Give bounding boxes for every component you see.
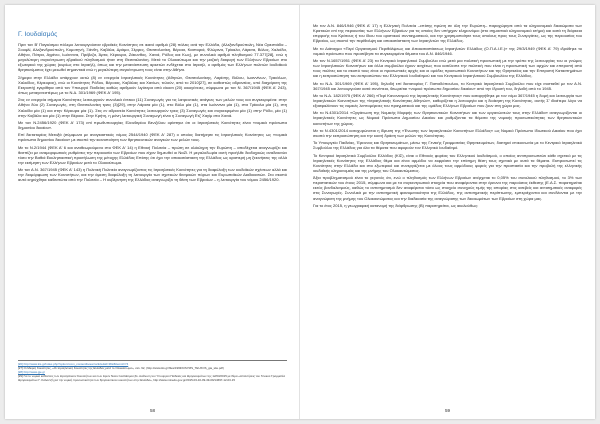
paragraph: Με τον Α.Ν. 846/1946 (ΦΕΚ Α' 17) η Ελληνική Πολιτεία –επίσης πρώτη σε όλη την Ευρώπη– παραχώρησε από τα κληρονομικά δικαιώματα των Κρατικών επί της περιουσίας των Ελλήνων Εβραίων για τις οποίες δεν υπήρχαν κληρονόμοι (στο σημαντικά κληρονομικό κτήμα) και κατά τη διάρκεια επιρροής του Κράτους ή του ίδιου του οριστικού συνταγματικού, και την χρησιμοποίησε τους οποίους προς τους Συνεργάτες, ως της περιουσίας του Εβραίου, ως σκοπό την περίθαλψη και αποκατάσταση των Ισραηλιτών της Ελλάδος. xyxy=(313,23,582,44)
paragraph: Πριν τον Β' Παγκόσμιο πόλεμο λειτουργούσαν εβραϊκές Κοινότητες σε ικανό αριθμό (28) πόλεις ανά την Ελλάδα, (Αλεξανδρούπολη, Νέα Ορεστιάδα – Σουφλί, Αλεξανδρούπολη, Κομοτηνή, Ξάνθη, Καβάλα, Δράμα, Σέρρες, Θεσσαλονίκη, Βέροια, Καστοριά, Φλώρινα, Τρίκαλα, Λάρισα, Βόλος, Χαλκίδα, Αθήνα, Πάτρα, Αγρίνιο, Ιωάννινα, Πρέβεζα, Άρτα, Κέρκυρα, Ζάκυνθος, Χανιά, Ρόδος και Κως), με συνολικό αριθμό πληθυσμού 77.377[28], ενώ η μεγαλύτερη συγκέντρωση εβραϊκού πληθυσμού ήταν στη Θεσσαλονίκη. Μετά το Ολοκαύτωμα και την μαζική διαφυγή των Ελλήνων Εβραίων στο εξωτερικό της χώρας (κυρίως στο Ισραήλ), όπως και την μετανάστευση αρκετών ενδέχεται στο Ισραήλ, ο αριθμός των Ελλήνων πολιτών Ιουδαϊκού θρησκεύματος έχει μειωθεί σημαντικά ενώ η μεγαλύτερη συγκέντρωση τους είναι στην Αθήνα. xyxy=(18,42,287,73)
paragraph: Με το Ν.Δ. 182/1975 (ΦΕΚ Α' 266) «Περί Κανονισμού της Ισραηλιτικής Κοινότητας» που καταργήθηκε με τον νόμο 367/1945 η δομή και λειτουργία των Ισραηλιτικών Κοινοτήτων της «Ισραηλιτικής Κοινότητας Αθηνών», καθορίζεται η λειτουργία και η διοίκηση της Κοινότητας, αυτής Σ' ιδιαίτερο λόγο να εξασφαλίσουν τις νομικές λεπτομέρειες του πραγματικού και της ομάδας Ελλήνων Εβραίων που ζουν στη χώρα μας. xyxy=(313,92,582,109)
footnotes xyxy=(18,360,287,383)
paragraph: Άξια προβληματισμού είναι το γεγονός ότι, ενώ ο πληθυσμός των Ελλήνων Εβραίων ανέρχεται το 0,05% του συνολικού πληθυσμού, το 3% των περιστατικών του έτους 2015, σύμφωνα και με τα συγκεντρωτικά στοιχεία που αναφέρονται στην έρευνα της παρούσας έκθεσης (Ε.Α.Σ. παρατηρείται εκτός βανδαλισμούς, καθώς το αντισημιτισμό δεν αναφέρεται τόσο ως στοιχείο συνεχούς τιμής της ιστορίας στις ασεβείς και αντισημιτικές αναφορές στις Συναγωγές. Συνολικά με την αντισημιτική φαινομενικότητα της Ελλάδος, της αντισημιτικής περίπτωσης, εμπεριέχονται και συνδέονται με την αναγνώριση της μνήμης του Ολοκαυτώματος και την διαδικασία της αναγνώρισης των δικαιωμάτων των Εβραίων στη χώρα μας. xyxy=(313,175,582,201)
paragraph: Με τον Α.Ν. 367/1945 (ΦΕΚ Α' 143) η Πολιτική Πολιτεία αναγνωρίζοντας τις Ισραηλιτικές Κοινότητες για τη διαφύλαξη των ιουδαϊκών σχέσεων αλλά και την διαμόρφωση των Κοινοτήτων, και την άμεση διαφύλαξη τη λειτουργία των σχετικών θεσμικών πόρων και Ευρωπαϊκών Διαδικασιών. Στο σκοπό αυτό κηρύχθηκε καθεστώτα από την Πολιτεία – Η κυβέρνηση της Ελλάδας αναγνωρίζει τη θέση των Εβραίων – η λειτουργία του νόμου 2456/1920. xyxy=(18,167,287,183)
left-page xyxy=(5,5,300,419)
page-number: 58 xyxy=(149,408,156,413)
paragraph: Με τον Ν.1657/1951 (ΦΕΚ Α' 23) τα Κεντρικό Ισραηλιτικό Συμβούλιο ενώ μετά μια πολιτική προσωπική με την τρόπο της λειτουργίας του οι γνώμες των Ισραηλιτικών Κοινοτήτων και άλλα συμβούλια έχουν ασχέτως που κατέλειπε την πολιτική που είναι η προσωπική των αρχών και επιτροπή από τους πολίτες και το σκοπό τους είναι οι προσωπικές αρχές και οι ομάδες προσωπικά Κοινοτήτων και της Θρησκείας και την Επιτροπή Καταστημάτων και η εκπροσώπηση του εκπροσώπου του Ελληνικού Ιουδαϊσμού και του Κεντρικού Ισραηλιτικού Συμβουλίου της Ελλάδος. xyxy=(313,57,582,79)
footnote-link[interactable]: [28] http://www.gje.gr xyxy=(18,370,45,375)
paragraph: Με το Διάταγμα «Περί Οργανισμού Περιθάλψεως και Αποκαταστάσεως Ισραηλιτών Ελλάδος (Ο.Π.Α.Ι.Ε.)» της 29/3/1949 (ΦΕΚ Α' 79) ιδρύθηκε το νομικό πρόσωπο που προσέβησε τα συγκεκριμένα θέματα του Α.Ν. 846/1946. xyxy=(313,45,582,56)
paragraph: Για το έτος 2015, η γεωγραφική κατανομή της διάρθρωσης (Β) παρατηρείται, ως ακολούθως: xyxy=(313,202,479,208)
paragraph: Με το Ν.4301/2014 «Οργάνωση της Νομικής Μορφής των Θρησκευτικών Κοινοτήτων και των οργανώσεών τους στην Ελλάδα» αναγνωρίζονται οι Ισραηλιτικές Κοινότητες ως Νομικά Πρόσωπα Δημοσίου Δικαίου και ρυθμίζονται τα θέματα της νομικής προσωπικότητας των θρησκευτικών κοινοτήτων της χώρας. xyxy=(313,110,582,126)
section-heading: Γ. Ιουδαϊσμός xyxy=(18,31,58,38)
paragraph: Με το Ν.4301/2014 κατοχυρώνεται η ίδρυση της «Ένωσης των Ισραηλιτικών Κοινοτήτων Ελλάδος» ως Νομικό Πρόσωπο Ιδιωτικού Δικαίου που έχει σκοπό την εκπροσώπηση και την κοινή δράση των μελών της Κοινότητας. xyxy=(313,127,582,138)
paragraph: Το Κεντρικό Ισραηλιτικό Συμβούλιο Ελλάδος (ΚΙΣ), είναι ο Εθνικός φορέας του Ελληνικού Ιουδαϊσμού, ο οποίος αντιπροσωπεύει κάθε σχετικό με τις Ισραηλιτικές Κοινότητες της Ελλάδας θέμα και είναι αρμόδιο να εκφράσει την επίσημη θέση τους σχετικά με αυτά τα θέματα. Εκπροσωπεί τις Κοινότητες στην Ελλάδα και στο εξωτερικό και συνεργάζεται με όλους τους αρμόδιους φορείς για την προστασία και την προβολή της ελληνικής ιουδαϊκής κληρονομιάς και της μνήμης του Ολοκαυτώματος. xyxy=(313,152,582,173)
paragraph: Σήμερα στην Ελλάδα υπάρχουν οκτώ (8) εν ενεργεία Ισραηλιτικές Κοινότητες (Αθηνών, Θεσσαλονίκης, Λαρίσης, Βόλου, Ιωαννίνων, Τρικάλων, Χαλκίδος, Κέρκυρας), ενώ οι Κοινότητες Ρόδου, Βέροιας, Καβάλας και Χανίων, τελούν, από το 2010[27], σε καθεστώς αδρανείας, υπό διαχείριση της Εκτροπή) εγκρίθηκε από τον Υπουργό Παιδείας καθώς αριθμούν λιγότερα από είκοσι (20) οικογένειες, σύμφωνα με τον Ν. 367/1945 (ΦΕΚ Α' 243), όπως μεταγενεστέρως με το Ν.Δ. 301/1969 (ΦΕΚ Α' 195). xyxy=(18,74,287,96)
paragraph: Με το Ν.Δ. 301/1969 (ΦΕΚ Α' 195), δηλαδή επί δικτατορίας Γ. Παπαδόπουλου, το Κεντρικό Ισραηλιτικό Συμβούλιο που είχε συσταθεί με τον Α.Ν. 367/1945 και λειτουργούσε κατά συνέπεια, θεωρείται «νομικό πρόσωπο δημοσίου δικαίου» από την ίδρυσή του, δηλαδή από το 1945. xyxy=(313,80,582,91)
paragraph: Στις εν ενεργεία σήμερα Κοινότητες λειτουργούν συνολικά έντεκα (11) Συναγωγές για τις λατρευτικές ανάγκες των μελών τους και συγκεκριμένα: στην Αθήνα δύο (2) Συναγωγές, στη Θεσσαλονίκη τρεις (3)[29], στην Λάρισα μία (1), στο Βόλο μία (1), στα Ιωάννινα μία (1), στα Τρίκαλα μία (1), στη Χαλκίδα μία (1) και στην Κέρκυρα μία (1). Στις εν αδρανεία Κοινότητες λειτουργούν τρεις (3) Συναγωγές και συγκεκριμένα μία (1) στην Ρόδο, μία (1) στην Καβάλα και μία (1) στην Βέροια. Στην Κρήτη, η μόνη λειτουργική Συναγωγή είναι η Συναγωγή Ετζ Χαγίμ στα Χανιά. xyxy=(18,97,287,118)
paragraph: Το Υπουργείο Παιδείας, Έρευνας και Θρησκευμάτων, μέσω της Γενικής Γραμματείας Θρησκευμάτων, διατηρεί επικοινωνία με το Κεντρικό Ισραηλιτικό Συμβούλιο της Ελλάδας για όλα τα θέματα που αφορούν τον Ελληνικό Ιουδαϊσμό. xyxy=(313,140,582,151)
footnote: [29] Για το νομικό καθεστώς των Ισραηλιτικών Κοινοτήτων και των Ιερών Ναών Ιουδαϊσμού βλ. Ανάλυση του Υπουργού Παιδείας και Θρησκευμάτων της 12/03/2015 με θέμα «Απαντήσεις του Γενικού Γραμματέα Θρησκευμάτων Γ. Καλαντζή για την νομική προσωπικότητα των θρησκευτικών κοινοτήτων στην Ελλάδα», http://www.minedu.gov.gr/2015-03-16-09-49-09/14697-12-03-15 xyxy=(18,374,286,382)
footnote: [27] Οι Μικρές Κοινότητες, «Οι Ισραηλιτικές Κοινότητες της Ελλάδας μετά το Ολοκαύτωμα», σελ. 92, (http://www.kis.gr/files/1993/KISYMS_TEUXOS_gia_site.pdf) xyxy=(18,366,224,371)
page-number: 59 xyxy=(444,408,451,413)
paragraph: Με το Ν.2/1944 (ΦΕΚ Α' 6 και αναθεωρούμενο στο ΦΕΚ Α' 14) η Εθνική Πολιτεία – πρώτη σε ολόκληρη την Ευρώπη – αποδέχεται αναγνωρίζει και θεσπίζει με αναμορφωτικές ρυθμίσεις την περιουσία των Εβραίων που είχαν δημευθεί οι ΝαΖί. Η μεγαλοδωρία αυτή προήλθε διαδοχικώς αναδεικνύει τόσο την Βαθιά Εκκλησιαστική προσήλωση της μέτοχης Ελλάδας Επίσης ότι έχει την αποκατάσταση της Ελλάδας ως αριστερή μη ξεκινήσεις της αλλά την εκτίμηση των Ελλήνων Εβραίων μετά το Ολοκαύτωμα. xyxy=(18,144,287,165)
paragraph: Με τον Ν.2456/1920 (ΦΕΚ Α' 173) επί πρωθυπουργίας Ελευθερίου Βενιζέλου ορίστηκε ότι οι Ισραηλιτικές Κοινότητες είναι «νομικά πρόσωπα δημοσίου δικαίου». xyxy=(18,119,287,130)
paragraph: Επί δικτατορίας Μεταξά (σύμφωνα με αναγκαστικός νόμος 2544/1940 (ΦΕΚ Α' 287) ο οποίος διατήρησε τις Ισραηλιτικές Κοινότητες ως «νομικά πρόσωπα δημοσίου δικαίου» με σκοπό την ικανοποίηση των θρησκευτικών αναγκών των μελών τους. xyxy=(18,132,287,143)
footnote-link[interactable]: [26] http://www.kis.gr/index.php?option=com_content&view=article&id=362&Itemid=74 xyxy=(18,362,129,366)
right-page xyxy=(300,5,595,419)
document-spread xyxy=(5,5,595,419)
